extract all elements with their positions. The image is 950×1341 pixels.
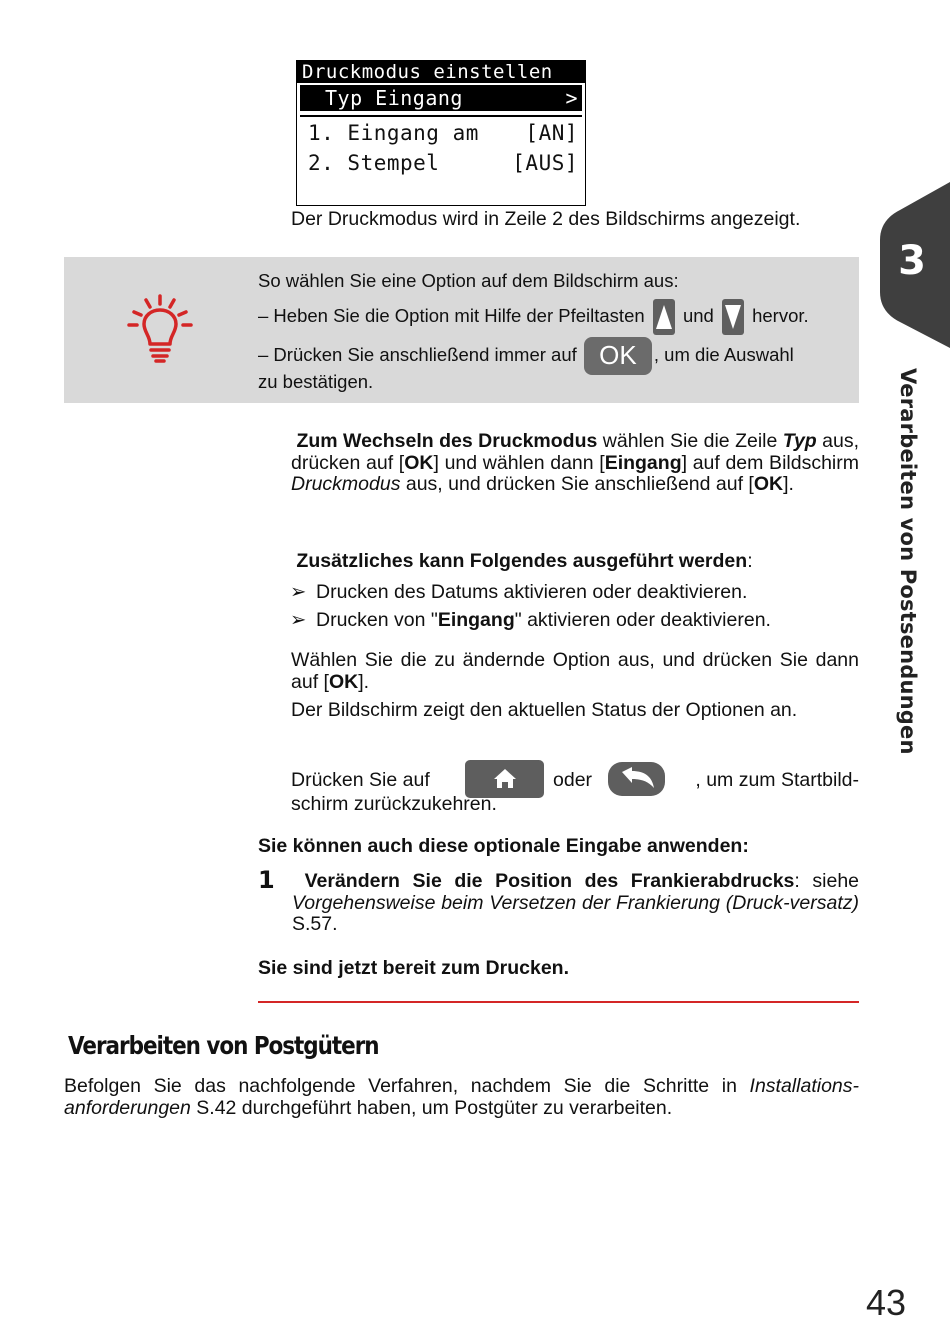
tip-text: und xyxy=(682,305,714,326)
italic-bold-text: Typ xyxy=(782,430,817,452)
body-paragraph xyxy=(64,1076,859,1119)
step-number: 1 xyxy=(258,866,275,894)
list-item-text: Drucken von " xyxy=(316,609,438,631)
text: : xyxy=(747,550,753,572)
back-key-icon xyxy=(608,762,665,796)
list-item-text: Drucken des Datums aktivieren oder deaktivieren. xyxy=(316,581,748,603)
lcd-option-value: [AN] xyxy=(525,121,578,145)
bold-text: OK xyxy=(328,670,359,693)
tip-text: – Drücken Sie anschließend immer auf xyxy=(258,344,577,365)
text: wählen Sie die Zeile xyxy=(597,430,783,452)
text: ]. xyxy=(358,670,370,693)
chapter-number: 3 xyxy=(898,238,926,284)
chevron-right-icon: > xyxy=(565,86,578,110)
arrow-bullet-icon: ➢ xyxy=(290,581,307,603)
lcd-option-label: 2. Stempel xyxy=(308,151,440,175)
list-item xyxy=(290,580,747,604)
list-item-text: " aktivieren oder deaktivieren. xyxy=(514,609,771,631)
tip-text: – Heben Sie die Option mit Hilfe der Pfeiltasten xyxy=(258,305,645,326)
text: S.57. xyxy=(292,913,338,935)
text: ] und wählen dann [ xyxy=(433,451,605,474)
bold-text: OK xyxy=(753,473,784,495)
lcd-option-row xyxy=(297,149,585,177)
text: oder xyxy=(553,769,593,791)
tip-line-4: zu bestätigen. xyxy=(258,371,374,392)
text: : siehe xyxy=(794,870,860,892)
text: ] auf dem Bildschirm xyxy=(681,451,859,474)
lcd-option-label: 1. Eingang am xyxy=(308,121,479,145)
paragraph-status: Der Bildschirm zeigt den aktuellen Status der Optionen an. xyxy=(291,699,798,721)
bold-text: Verändern Sie die Position des Frankierabdrucks xyxy=(304,870,795,892)
tip-line-2 xyxy=(258,296,809,336)
step-text xyxy=(292,871,859,936)
arrow-up-key-icon xyxy=(653,299,675,335)
paragraph-return-home xyxy=(291,758,859,798)
italic-text: Vorgehensweise beim Versetzen der Frankierung (Druck-versatz) xyxy=(292,891,859,914)
page-number: 43 xyxy=(866,1282,907,1323)
lcd-title: Druckmodus einstellen xyxy=(297,61,585,83)
lcd-option-row xyxy=(297,119,585,147)
paragraph-change-mode xyxy=(291,431,859,496)
arrow-bullet-icon: ➢ xyxy=(290,609,307,631)
section-divider xyxy=(258,1001,859,1003)
ready-text: Sie sind jetzt bereit zum Drucken. xyxy=(258,957,569,979)
paragraph-select-option xyxy=(291,650,859,693)
chapter-title: Verarbeiten von Postsendungen xyxy=(896,368,920,755)
text: Wählen Sie die zu ändernde Option aus, und drücken Sie dann auf [ xyxy=(291,649,859,693)
paragraph-return-home-line2: schirm zurückzukehren. xyxy=(291,793,497,815)
tip-line-1: So wählen Sie eine Option auf dem Bildschirm aus: xyxy=(258,270,679,291)
tip-text: hervor. xyxy=(752,305,809,326)
lcd-screen xyxy=(296,60,586,206)
arrow-down-key-icon xyxy=(722,299,744,335)
italic-text: Druckmodus xyxy=(291,473,401,495)
text: S.42 durchgeführt haben, um Postgüter zu verarbeiten. xyxy=(190,1096,673,1119)
text: ]. xyxy=(783,473,794,495)
tip-line-3 xyxy=(258,334,794,376)
text: aus, drücken auf [ xyxy=(291,430,860,474)
section-heading: Verarbeiten von Postgütern xyxy=(68,1031,379,1060)
text: Drücken Sie auf xyxy=(291,769,430,791)
paragraph-additional xyxy=(291,551,753,573)
optional-heading: Sie können auch diese optionale Eingabe anwenden: xyxy=(258,835,749,857)
text: aus, und drücken Sie anschließend auf [ xyxy=(400,473,754,495)
lcd-divider xyxy=(300,115,582,117)
bold-text: Zum Wechseln des Druckmodus xyxy=(296,430,598,452)
ok-key-icon: OK xyxy=(584,337,652,375)
text: Befolgen Sie das nachfolgende Verfahren, nachdem Sie die Schritte in xyxy=(64,1075,750,1097)
screen-caption: Der Druckmodus wird in Zeile 2 des Bildschirms angezeigt. xyxy=(291,208,801,230)
italic-text: Installations-anforderungen xyxy=(64,1075,859,1119)
bold-text: Zusätzliches kann Folgendes ausgeführt werden xyxy=(296,550,748,572)
lightbulb-icon xyxy=(124,292,196,364)
bold-text: OK xyxy=(404,451,434,474)
bold-text: Eingang xyxy=(437,609,515,631)
list-item xyxy=(290,608,771,632)
text: , um zum Startbild- xyxy=(695,769,859,791)
bold-text: Eingang xyxy=(604,451,682,474)
lcd-option-value: [AUS] xyxy=(512,151,578,175)
tip-text: , um die Auswahl xyxy=(653,344,794,365)
lcd-selected-label: Typ Eingang xyxy=(325,86,463,110)
lcd-selected-row xyxy=(300,85,582,111)
